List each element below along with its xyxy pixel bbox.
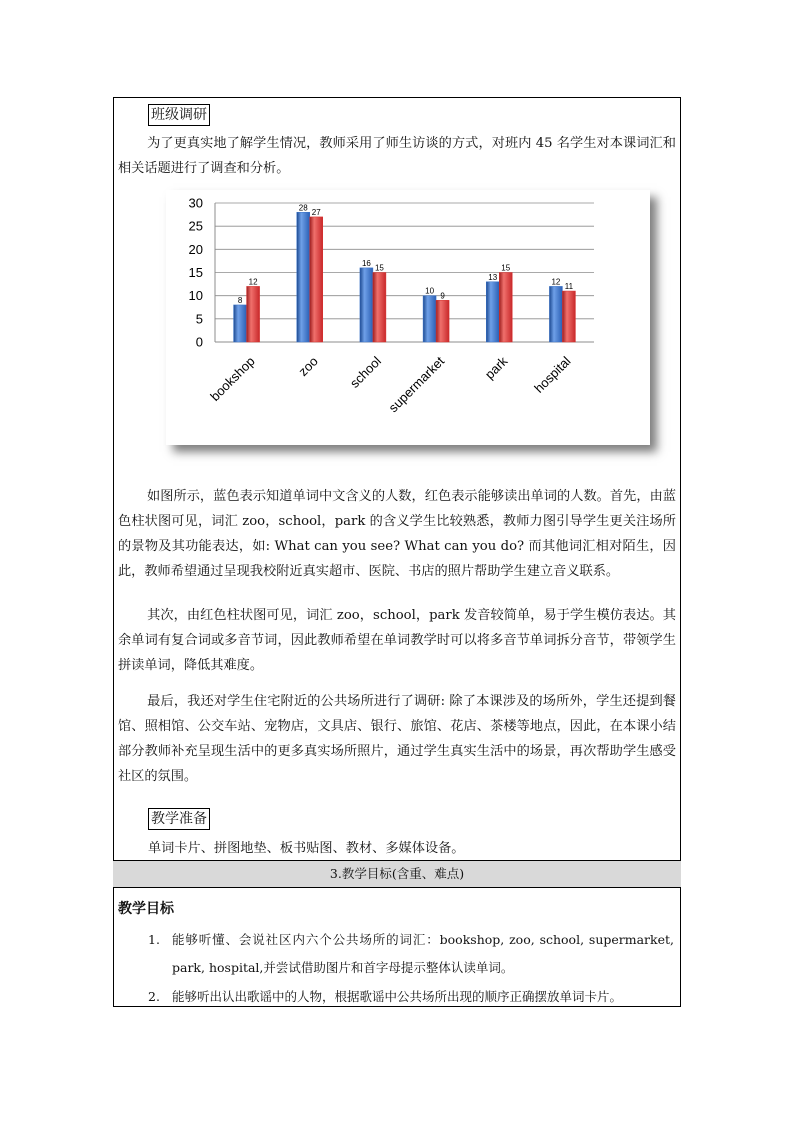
prep-content: 单词卡片、拼图地垫、板书贴图、教材、多媒体设备。 [148,841,465,856]
bar-hospital-red [562,291,575,342]
bar-supermarket-red [436,300,449,342]
x-tick-label-park: park [481,353,511,383]
bar-park-blue [486,282,499,342]
section-label-survey: 班级调研 [148,104,210,126]
y-tick-label: 0 [195,334,203,350]
data-label-hospital-blue: 12 [551,277,561,287]
chart-card [166,190,650,445]
goal-item-2: 2. 能够听出认出歌谣中的人物，根据歌谣中公共场所出现的顺序正确摆放单词卡片。 [148,989,623,1004]
x-tick-label-bookshop: bookshop [207,353,258,404]
goal-item-1: 1. 能够听懂、会说社区内六个公共场所的词汇：bookshop, zoo, school, supermarket, park, hospital,并尝试借助图片和首字母提示整体认读单词。 [148,932,674,975]
data-label-park-blue: 13 [488,272,498,282]
y-tick-label: 10 [188,288,203,304]
data-label-school-red: 15 [374,263,384,273]
bar-zoo-blue [297,212,310,342]
bar-park-red [499,273,512,343]
data-label-supermarket-red: 9 [440,291,445,301]
analysis-paragraph-1: 如图所示，蓝色表示知道单词中文含义的人数，红色表示能够读出单词的人数。首先，由蓝色柱状图可见，词汇 zoo，school，park 的含义学生比较熟悉，教师力图引导学生更关注场所的景物及其功能表达，如: What can you see? What can you do? 而其他词汇相对陌生，因此，教师希望通过呈现我校附近真实超市、医院、书店的照片帮助学生建立音义联系。 [118,489,676,579]
analysis-paragraph-3: 最后，我还对学生住宅附近的公共场所进行了调研: 除了本课涉及的场所外，学生还提到餐馆、照相馆、公交车站、宠物店，文具店、银行、旅馆、花店、茶楼等地点，因此，在本课小结部分教师补充呈现生活中的更多真实场所照片，通过学生真实生活中的场景，再次帮助学生感受社区的氛围。 [118,694,676,784]
bar-chart [166,190,650,445]
intro-paragraph: 为了更真实地了解学生情况，教师采用了师生访谈的方式，对班内 45 名学生对本课词汇和相关话题进行了调查和分析。 [118,136,676,176]
y-tick-label: 20 [188,241,203,257]
data-label-zoo-blue: 28 [298,203,308,213]
bar-school-blue [360,268,373,342]
data-label-bookshop-red: 12 [248,277,258,287]
bar-hospital-blue [549,286,562,342]
analysis-paragraph-2: 其次，由红色柱状图可见，词汇 zoo，school，park 发音较简单，易于学生模仿表达。其余单词有复合词或多音节词，因此教师希望在单词教学时可以将多音节单词拆分音节，带领学生拼读单词，降低其难度。 [118,608,676,673]
x-tick-label-supermarket: supermarket [385,353,448,416]
data-label-bookshop-blue: 8 [237,295,243,305]
data-label-zoo-red: 27 [311,207,321,217]
data-label-park-red: 15 [501,263,511,273]
bar-bookshop-blue [234,305,247,342]
bar-bookshop-red [247,286,260,342]
y-tick-label: 25 [188,218,203,234]
data-label-supermarket-blue: 10 [425,286,435,296]
bar-supermarket-blue [423,296,436,342]
bar-zoo-red [310,217,323,342]
x-tick-label-hospital: hospital [531,353,574,396]
x-tick-label-school: school [346,353,385,391]
y-tick-label: 5 [195,311,203,327]
data-label-hospital-red: 11 [564,282,574,292]
section-label-prep: 教学准备 [148,808,210,830]
x-tick-label-zoo: zoo [295,353,321,379]
y-tick-label: 15 [188,265,203,280]
section-band-goals: 3.教学目标(含重、难点) [113,860,681,888]
y-tick-label: 30 [188,195,203,211]
goals-title: 教学目标 [118,901,174,917]
bar-school-red [373,273,386,343]
data-label-school-blue: 16 [361,258,371,268]
